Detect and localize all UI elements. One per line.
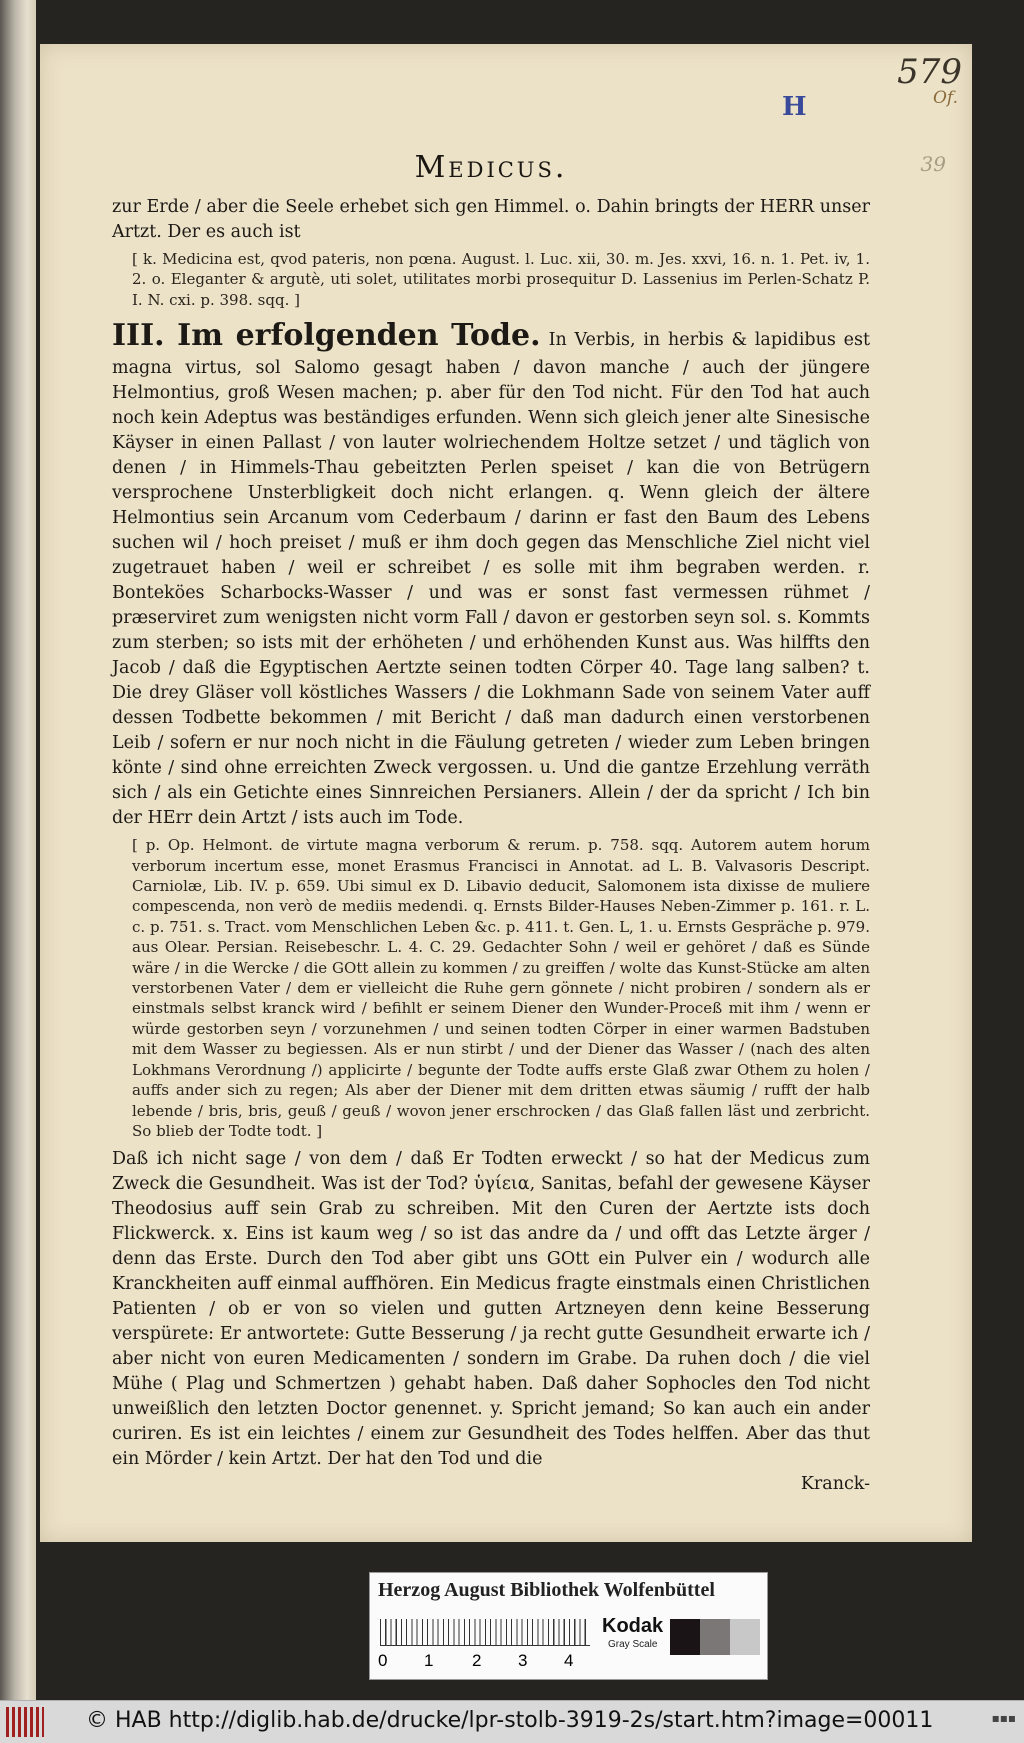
- text-block: [112, 108, 870, 1494]
- folio-number: 579: [897, 52, 962, 92]
- section-paragraph: [112, 316, 870, 831]
- document-page: [40, 44, 972, 1542]
- copyright-link[interactable]: © HAB http://diglib.hab.de/drucke/lpr-stolb-3919-2s/start.htm?image=00011: [86, 1708, 934, 1733]
- footer-dots: ▪▪▪: [991, 1711, 1016, 1725]
- ruler-label: 2: [472, 1651, 482, 1670]
- closing-paragraph: Daß ich nicht sage / von dem / daß Er Todten erweckt / so hat der Medicus zum Zweck die Gesundheit. Was ist der Tod? ὑγίεια, Sanitas, befahl der gewesene Käyser Theodosius auff sein Grab zu schreiben. Mit den Curen der Aertzte ists doch Flickwerck. x. Eins ist kaum weg / so ist das andre da / und offt das Letzte ärger / denn das Erste. Durch den Tod aber gibt uns GOtt ein Pulver ein / wodurch alle Kranckheiten auff einmal auffhören. Ein Medicus fragte einstmals einen Christlichen Patienten / ob er von so vielen und gutten Artzneyen denn keine Besserung verspürete: Er antwortete: Gutte Besserung / ja recht gutte Gesundheit erwarte ich / aber nicht von euren Medicamenten / sondern im Grabe. Da ruhen doch / die viel Mühe ( Plag und Schmertzen ) gehabt haben. Daß daher Sophocles den Tod nicht unweißlich den letzten Doctor genennet. y. Spricht jemand; So kan auch ein ander curiren. Es ist ein leichtes / einem zur Gesundheit des Todes helffen. Aber das thut ein Mörder / kein Artzt. Der hat den Tod und die: [112, 1149, 870, 1470]
- library-stamp: H: [782, 92, 807, 122]
- adjacent-page-edge: [0, 0, 36, 1700]
- opening-line: zur Erde / aber die Seele erhebet sich gen Himmel. o. Dahin bringts der HERR unser Artzt. Der es auch ist: [112, 197, 870, 242]
- footnote-p: [ p. Op. Helmont. de virtute magna verborum & rerum. p. 758. sqq. Autorem autem horum verborum incertum esse, monet Erasmus Francisci in Annotat. ad L. B. Valvasoris Descript. Carniolæ, Lib. IV. p. 659. Ubi simul ex D. Libavio deducit, Salomonem ista dixisse de muliere compescenda, non verò de mediis medendi. q. Ernsts Bilder-Hauses Neben-Zimmer p. 161. r. L. c. p. 751. s. Tract. vom Menschlichen Leben &c. p. 411. t. Gen. L, 1. u. Ernsts Gespräche p. 979. aus Olear. Persian. Reisebeschr. L. 4. C. 29. Gedachter Sohn / weil er gehöret / daß es Sünde wäre / in die Wercke / die GOtt allein zu kommen / zu greiffen / wolte das Kunst-Stücke am alten verstorbenen Vater / dem er vielleicht die Ruhe gern gönnete / nicht probiren / sondern als er einstmals selbst kranck wird / befihlt er seinem Diener den Wunder-Proceß mit ihm / wenn er würde gestorben seyn / vorzunehmen / und seinen todten Cörper in einer warmen Badstuben mit dem Wasser zu begiessen. Als er nun stirbt / und der Diener das Wasser / (nach des alten Lokhmans Verordnung /) applicirte / begunte der Todte auffs erste Glaß zwar Othem zu holen / auffs ander sich zu regen; Als aber der Diener mit dem dritten etwas säumig / rufft der halb lebende / bris, bris, geuß / geuß / wovon jener erschrocken / das Glaß fallen läst und zerbricht. So blieb der Todte todt. ]: [132, 836, 870, 1140]
- swatch-mid: [700, 1619, 730, 1655]
- swatch-light: [730, 1619, 760, 1655]
- section-heading: III. Im erfolgenden Tode.: [112, 318, 541, 354]
- scale-ruler: [380, 1619, 590, 1646]
- ruler-label: 4: [564, 1651, 574, 1670]
- section-text: In Verbis, in herbis & lapidibus est magna virtus, sol Salomo gesagt haben / davon manche / auch der jüngere Helmontius, groß Wesen machen; p. aber für den Tod nicht. Für den Tod hat auch noch kein Adeptus was beständiges erfunden. Wenn sich gleich jener alte Sinesische Käyser in einen Pallast / von lauter wolriechendem Holtze setzet / und täglich von denen / in Himmels-Thau gebeitzten Perlen speiset / kan die von Betrügern versprochene Unsterbligkeit doch nicht erlangen. q. Wenn gleich der ältere Helmontius sein Arcanum vom Cederbaum / darinn er fast den Baum des Lebens suchen wil / hoch preiset / muß er ihm doch gegen das Menschliche Ziel nicht viel zugetrauet haben / weil er schreibet / es solle mit ihm begraben werden. r. Bonteköes Scharbocks-Wasser / und was er sonst fast vermessen rühmet / præserviret zum wenigsten nicht vorm Fall / davon er gestorben seyn sol. s. Kommts zum sterben; so ists mit der erhöheten / und erhöhenden Kunst aus. Was hilffts den Jacob / daß die Egyptischen Aertzte seinen todten Cörper 40. Tage lang salben? t. Die drey Gläser voll köstliches Wassers / die Lokhmann Sade von seinem Vater auff dessen Todbette bekommen / mit Bericht / daß man dadurch einen verstorbenen Leib / sofern er nur noch nicht in die Fäulung getreten / wieder zum Leben bringen könte / sind ohne erreichten Zweck vergossen. u. Und die gantze Erzehlung verräth sich / als ein Getichte eines Sinnreichen Persianers. Allein / der da spricht / Ich bin der HErr dein Artzt / ists auch im Tode.: [112, 330, 870, 829]
- running-header: Medicus.: [414, 150, 568, 185]
- viewer-footer: [0, 1700, 1024, 1743]
- hab-logo-icon: [6, 1707, 44, 1737]
- swatch-dark: [670, 1619, 700, 1655]
- ruler-label: 3: [518, 1651, 528, 1670]
- folio-annotation: Of.: [932, 88, 958, 108]
- ruler-label: 1: [424, 1651, 434, 1670]
- gray-swatches: [670, 1619, 760, 1655]
- catchword: Kranck-: [800, 1474, 870, 1495]
- footnote-k: [ k. Medicina est, qvod pateris, non pœna. August. l. Luc. xii, 30. m. Jes. xxvi, 16. n. 1. Pet. iv, 1. 2. o. Eleganter & argutè, uti solet, utilitates morbi prosequitur D. Lassenius im Perlen-Schatz P. I. N. cxi. p. 398. sqq. ]: [132, 250, 870, 309]
- margin-number: 39: [920, 152, 946, 176]
- kodak-logo: Kodak: [602, 1615, 664, 1637]
- color-reference-card: [369, 1572, 768, 1680]
- gray-scale-label: Gray Scale: [608, 1639, 658, 1650]
- card-title: Herzog August Bibliothek Wolfenbüttel: [378, 1579, 715, 1601]
- ruler-label: 0: [378, 1651, 388, 1670]
